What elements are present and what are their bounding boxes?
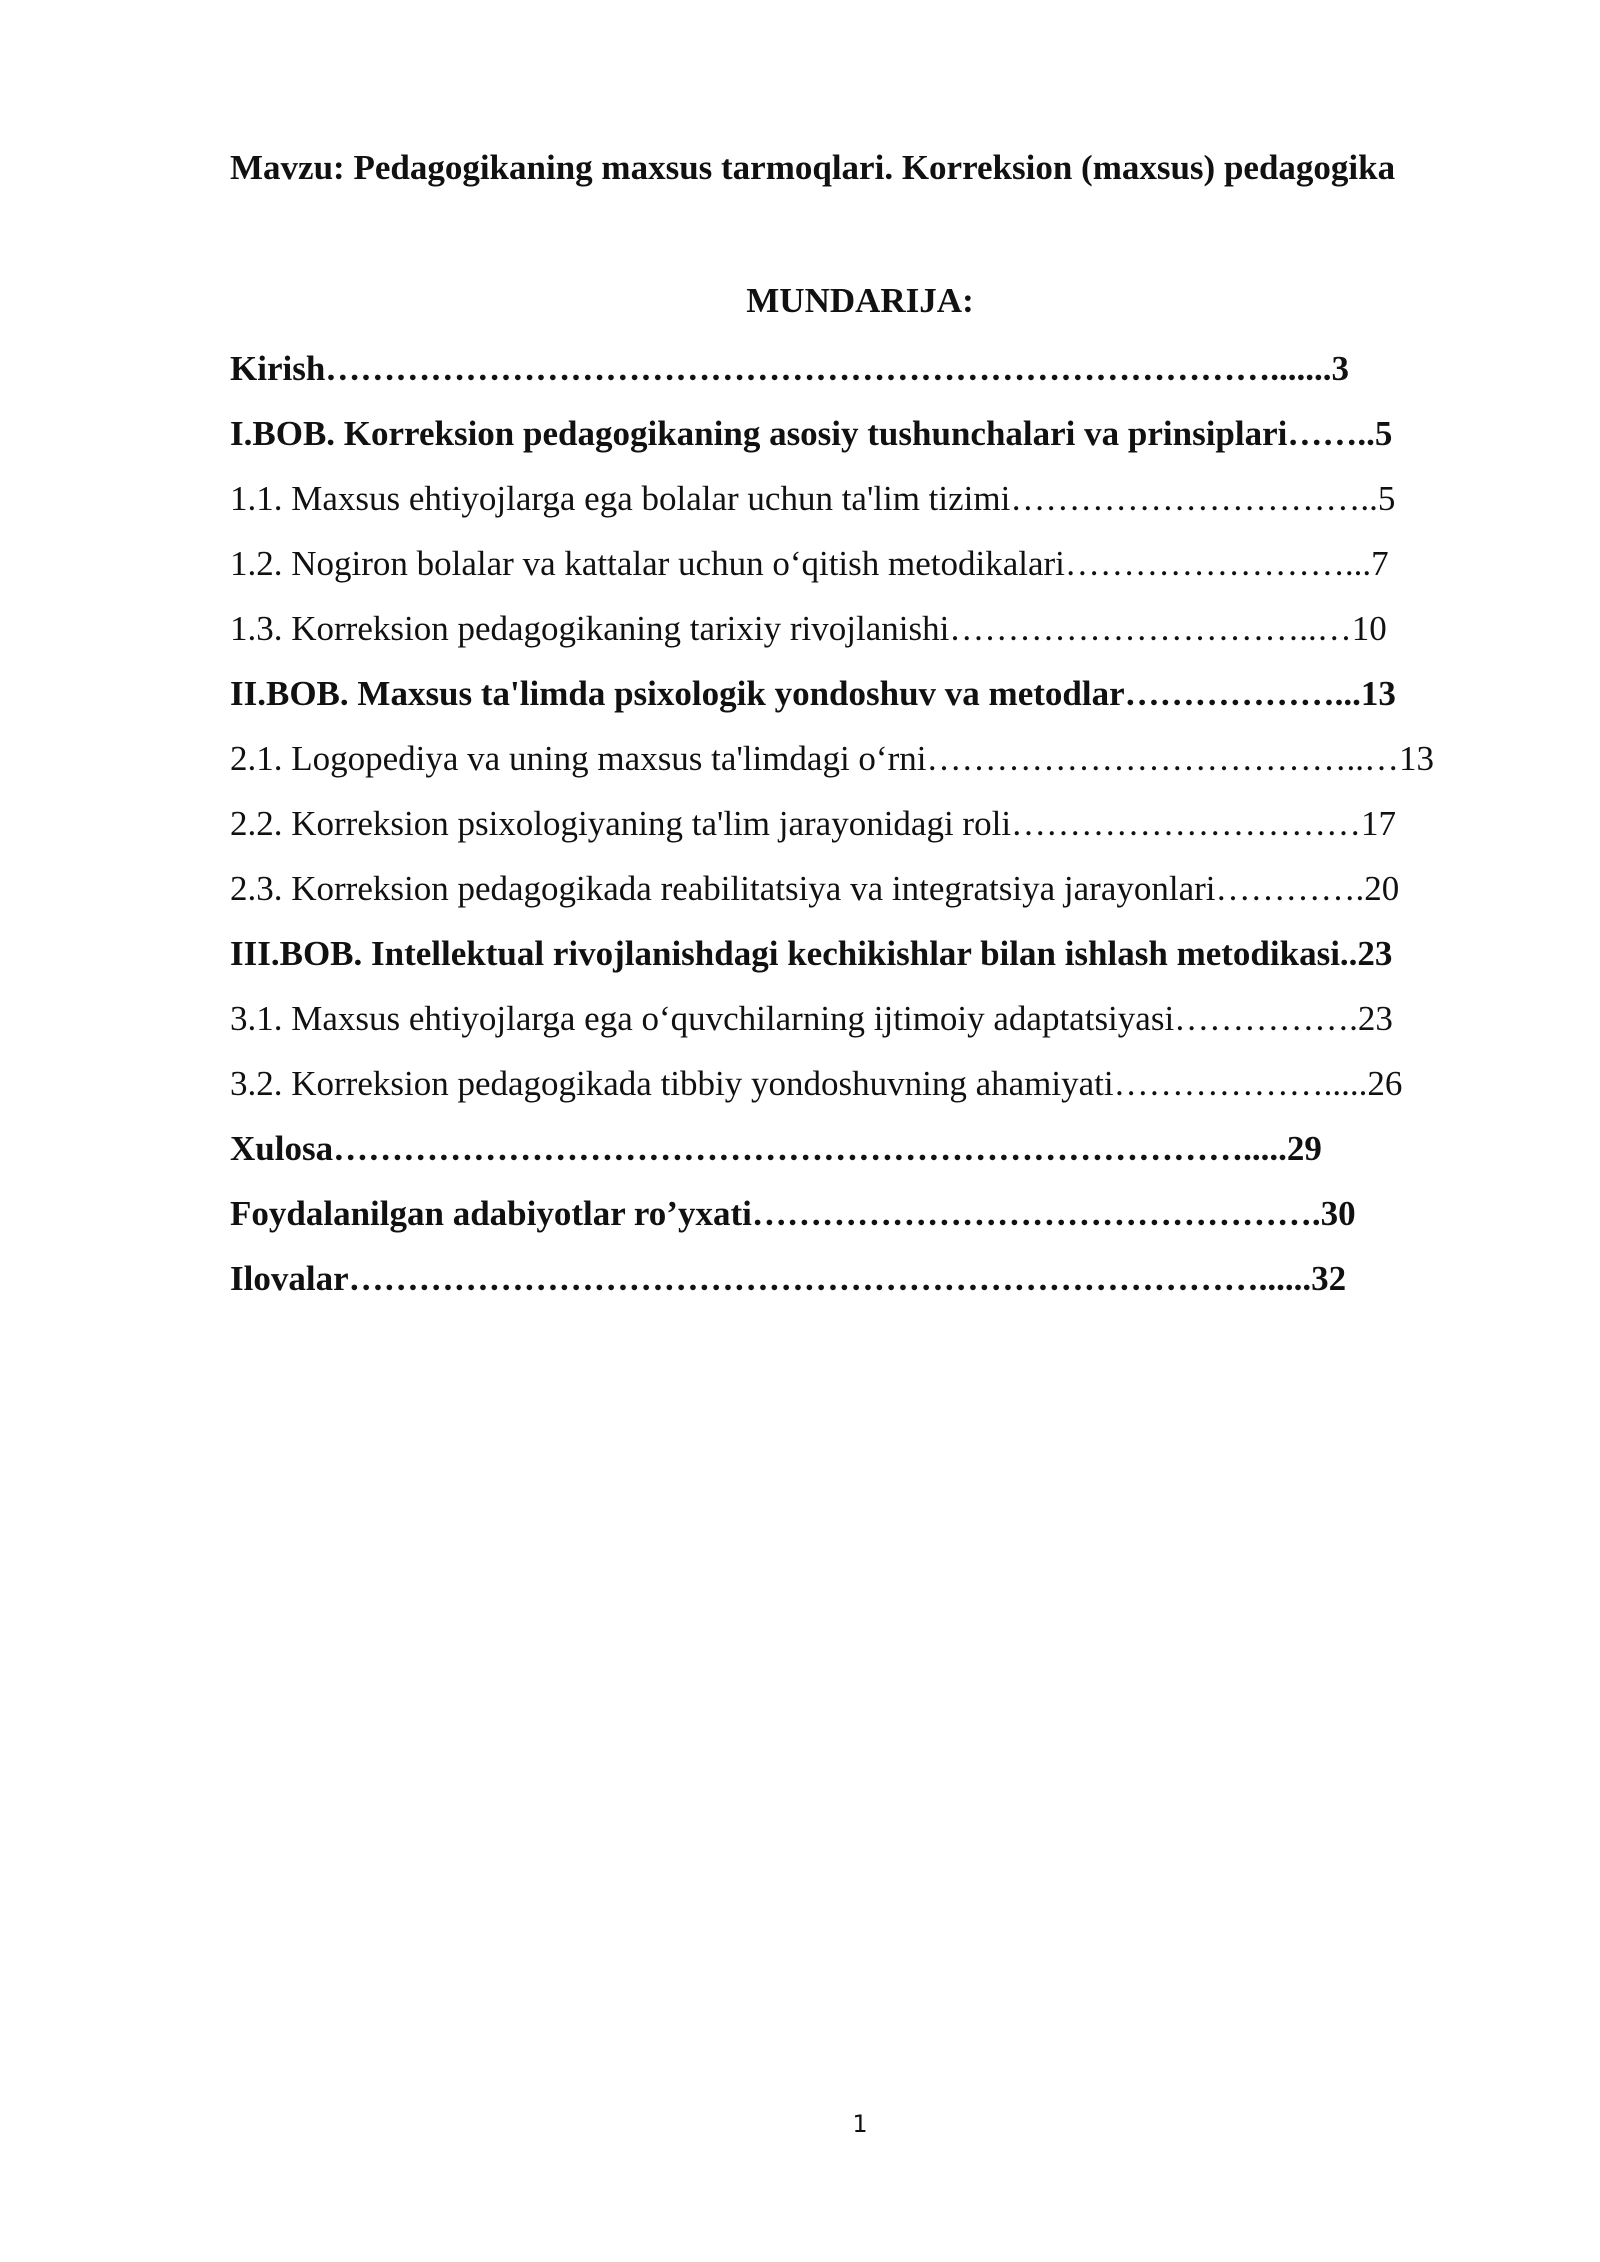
- toc-section-entry: 3.1. Maxsus ehtiyojlarga ega oʻquvchilarning ijtimoiy adaptatsiyasi…………….23: [230, 999, 1393, 1038]
- toc-chapter-entry: Ilovalar……………………………………………………………………......32: [230, 1259, 1347, 1298]
- toc-heading: MUNDARIJA:: [746, 281, 974, 320]
- toc-chapter-entry: Kirish……………………………………………………………………….......3: [230, 349, 1350, 388]
- toc-chapter-entry: I.BOB. Korreksion pedagogikaning asosiy tushunchalari va prinsiplari……..5: [230, 414, 1393, 453]
- toc-section-entry: 1.3. Korreksion pedagogikaning tarixiy rivojlanishi…………………………..…10: [230, 609, 1387, 648]
- toc-section-entry: 2.1. Logopediya va uning maxsus ta'limdagi oʻrni………………………………..…13: [230, 739, 1434, 778]
- page-number: 1: [852, 2110, 868, 2138]
- toc-section-entry: 1.1. Maxsus ehtiyojlarga ega bolalar uchun ta'lim tizimi…………………………..5: [230, 479, 1396, 518]
- toc-section-entry: 2.2. Korreksion psixologiyaning ta'lim jarayonidagi roli…………………………17: [230, 804, 1397, 843]
- toc-chapter-entry: III.BOB. Intellektual rivojlanishdagi kechikishlar bilan ishlash metodikasi..23: [230, 934, 1393, 973]
- toc-section-entry: 1.2. Nogiron bolalar va kattalar uchun oʻqitish metodikalari……………………...7: [230, 544, 1389, 583]
- toc-chapter-entry: II.BOB. Maxsus ta'limda psixologik yondoshuv va metodlar………………...13: [230, 674, 1396, 713]
- table-of-contents: [230, 346, 1530, 1321]
- document-title: Mavzu: Pedagogikaning maxsus tarmoqlari. Korreksion (maxsus) pedagogika: [230, 148, 1396, 187]
- toc-section-entry: 2.3. Korreksion pedagogikada reabilitatsiya va integratsiya jarayonlari………….20: [230, 869, 1400, 908]
- toc-section-entry: 3.2. Korreksion pedagogikada tibbiy yondoshuvning ahamiyati……………….....26: [230, 1064, 1403, 1103]
- toc-chapter-entry: Xulosa…………………………………………………………………….....29: [230, 1129, 1322, 1168]
- toc-chapter-entry: Foydalanilgan adabiyotlar ro’yxati………………………………………….30: [230, 1194, 1356, 1233]
